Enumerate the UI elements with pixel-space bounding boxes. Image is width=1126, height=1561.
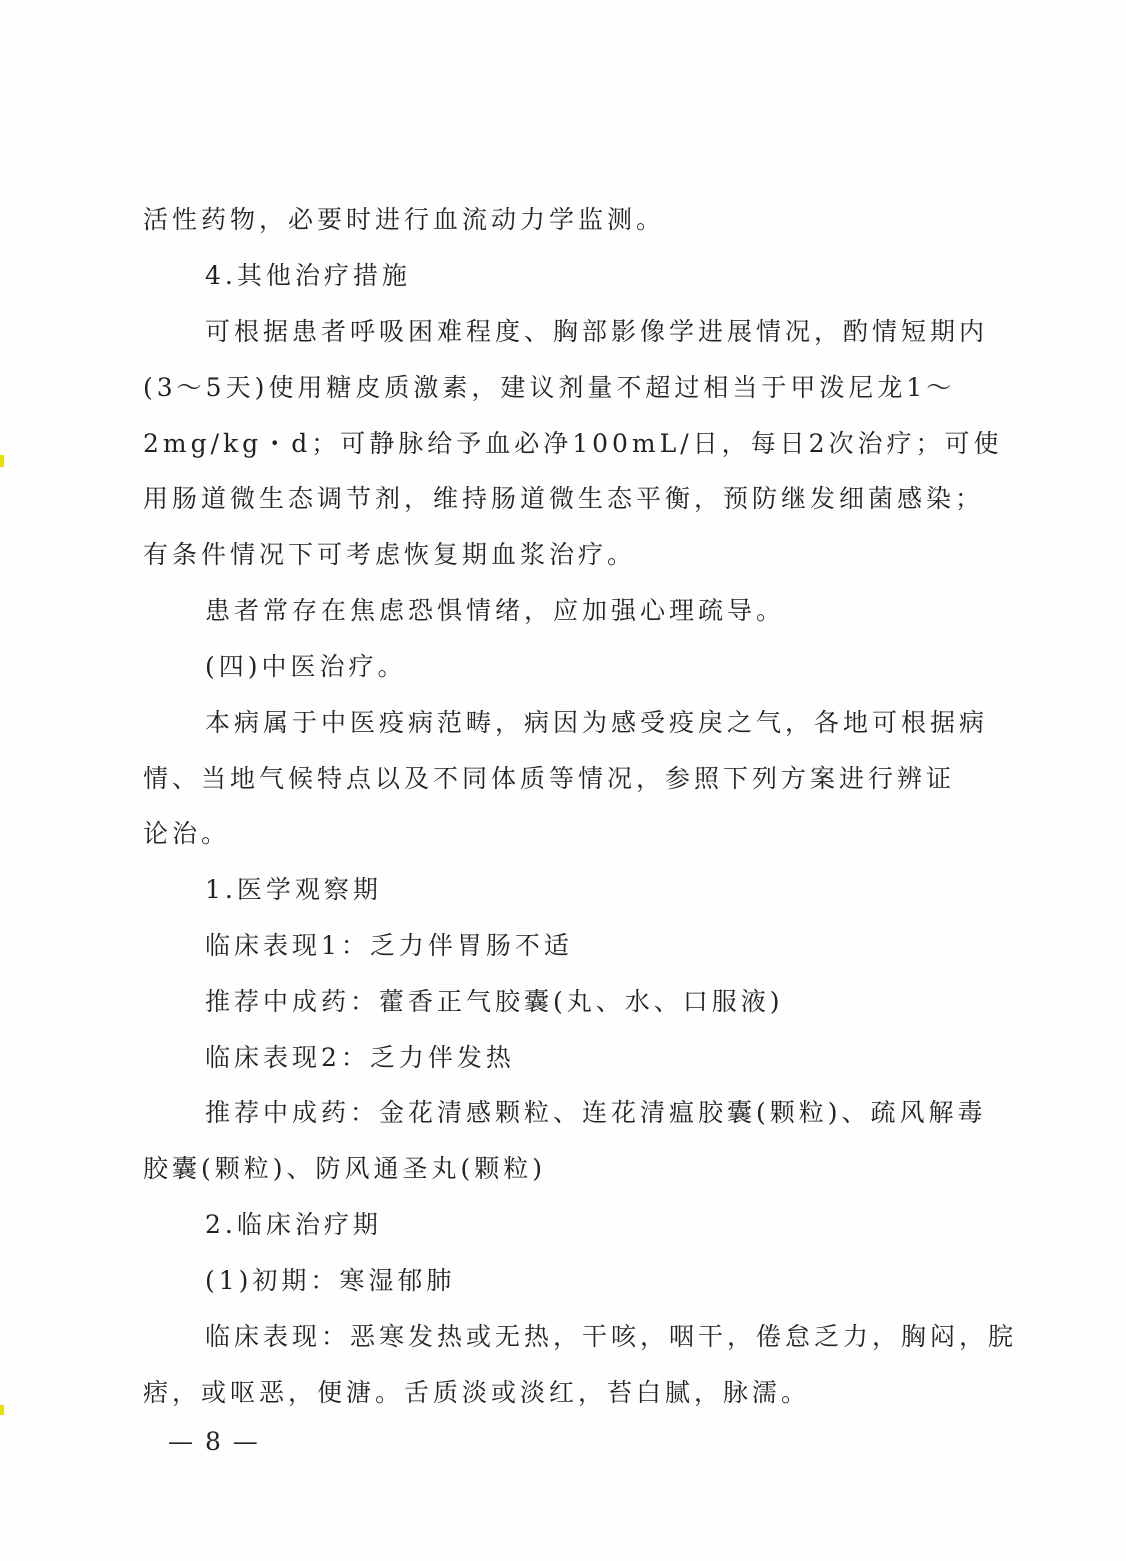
paragraph-line: 用肠道微生态调节剂，维持肠道微生态平衡，预防继发细菌感染； bbox=[143, 484, 985, 513]
paragraph-line: 情、当地气候特点以及不同体质等情况，参照下列方案进行辨证 bbox=[143, 764, 956, 793]
paragraph-line: 推荐中成药：金花清感颗粒、连花清瘟胶囊(颗粒)、疏风解毒 bbox=[205, 1098, 987, 1127]
section-heading: 2.临床治疗期 bbox=[205, 1210, 382, 1239]
paragraph-line: 本病属于中医疫病范畴，病因为感受疫戾之气，各地可根据病 bbox=[205, 708, 989, 737]
paragraph-line: 临床表现1：乏力伴胃肠不适 bbox=[205, 931, 573, 960]
paragraph-line: 活性药物，必要时进行血流动力学监测。 bbox=[143, 205, 666, 234]
paragraph-line: 有条件情况下可考虑恢复期血浆治疗。 bbox=[143, 540, 637, 569]
scan-edge-mark bbox=[0, 455, 4, 467]
paragraph-line: 患者常存在焦虑恐惧情绪，应加强心理疏导。 bbox=[205, 596, 786, 625]
section-heading: 1.医学观察期 bbox=[205, 875, 382, 904]
paragraph-line: 痞，或呕恶，便溏。舌质淡或淡红，苔白腻，脉濡。 bbox=[143, 1378, 811, 1407]
paragraph-line: 推荐中成药：藿香正气胶囊(丸、水、口服液) bbox=[205, 987, 784, 1016]
paragraph-line: 临床表现2：乏力伴发热 bbox=[205, 1043, 515, 1072]
paragraph-line: 可根据患者呼吸困难程度、胸部影像学进展情况，酌情短期内 bbox=[205, 317, 989, 346]
scan-edge-mark bbox=[0, 1405, 4, 1415]
paragraph-line: 2mg/kg・d；可静脉给予血必净100mL/日，每日2次治疗；可使 bbox=[143, 429, 1003, 458]
paragraph-line: 论治。 bbox=[143, 819, 231, 848]
paragraph-line: (3～5天)使用糖皮质激素，建议剂量不超过相当于甲泼尼龙1～ bbox=[143, 373, 956, 402]
section-heading: (四)中医治疗。 bbox=[205, 652, 407, 681]
section-heading: 4.其他治疗措施 bbox=[205, 261, 411, 290]
paragraph-line: 临床表现：恶寒发热或无热，干咳，咽干，倦怠乏力，胸闷，脘 bbox=[205, 1322, 1018, 1351]
section-heading: (1)初期：寒湿郁肺 bbox=[205, 1266, 456, 1295]
paragraph-line: 胶囊(颗粒)、防风通圣丸(颗粒) bbox=[143, 1154, 547, 1183]
page-number: — 8 — bbox=[168, 1427, 260, 1456]
